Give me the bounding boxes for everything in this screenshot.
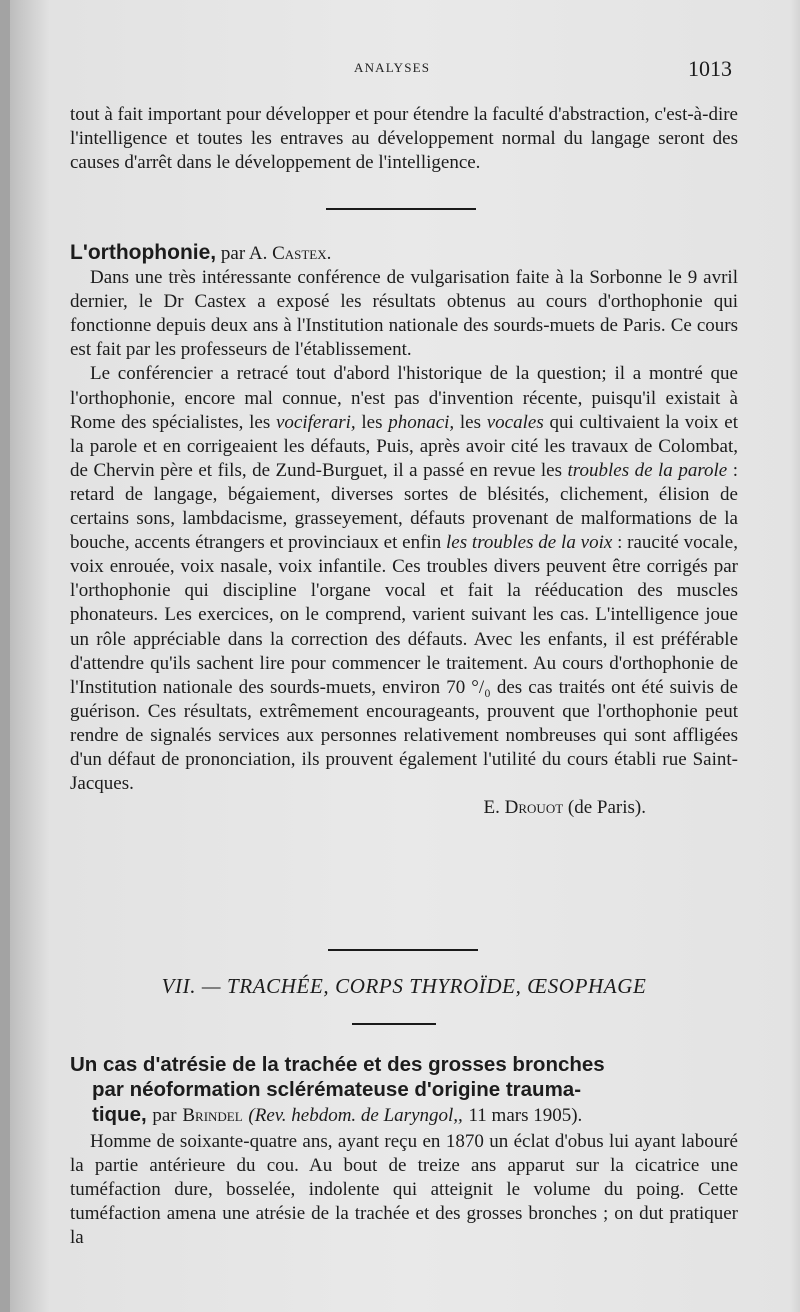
chapter-rule [352,1023,436,1025]
article2-title-line-1: Un cas d'atrésie de la trachée et des grosses bronches [70,1053,605,1076]
italic-term: phonaci, [388,411,455,433]
text-run: : raucité vocale, voix enrouée, voix nasale, voix infantile. Ces troubles divers peuvent être corrigés par l'orthophonie qui discipline l'organe vocal et fait la rééducation des muscles phonateurs. Les exercices, on le comprend, varient suivant les cas. L'intelligence joue un rôle appréciable dans la correction des défauts. Avec les enfants, il est préférable d'attendre qu'ils sachent lire pour commencer le traitement. Au cours d'orthophonie de l'Institution nationale des sourds-muets, environ 70 °/₀ des cas traités ont été suivis de guérison. Ces résultats, extrêmement encourageants, prouvent que l'orthophonie peut rendre de signalés services aux personnes relativement nombreuses qui sont affligées d'un défaut de prononciation, ils prouvent également l'utilité du cours établi rue Saint-Jacques. [70,532,738,795]
article2-paragraph: Homme de soixante-quatre ans, ayant reçu en 1870 un éclat d'obus lui ayant labouré la partie antérieure du cou. Au bout de treize ans apparut sur la cicatrice une tuméfaction dure, bosselée, indolente qui atteignit le volume du poing. Cette tuméfaction amena une atrésie de la trachée et des grosses bronches ; on dut pratiquer la [70,1131,738,1249]
article2-title-end: tique, [92,1103,147,1126]
article-heading [70,241,738,266]
signature-place: (de Paris). [567,797,646,819]
article2-heading [70,1052,738,1128]
continued-paragraph-block [70,103,738,175]
text-run: Le conférencier a retracé tout d'abord l'historique de la question; il a montré que l'orthophonie, encore mal connue, n'est pas d'invention récente, puisqu'il existait à Rome des spécialistes, les [70,363,738,433]
text-run: qui cultivaient la voix et la parole et en corrigeaient les défauts, Puis, après avoir cité les travaux de Colombat, de Chervin père et fils, de Zund-Burguet, il a passé en revue les [70,411,738,481]
article-title: L'orthophonie, [70,241,217,264]
text-run: les [355,411,389,433]
article-author: Castex. [272,243,332,264]
signature-initial: E. [483,797,500,819]
running-head [10,56,800,86]
article-atresie [70,1052,738,1250]
italic-term: troubles de la parole [567,459,728,481]
continued-paragraph: tout à fait important pour développer et pour étendre la faculté d'abstraction, c'est-à-dire l'intelligence et toutes les entraves au développement normal du langage seront des causes d'arrêt dans le développement de l'intelligence. [70,104,738,174]
article2-author: Brindel [182,1105,243,1126]
article2-date: 11 mars 1905). [468,1105,583,1126]
italic-term: vociferari, [275,411,356,433]
chapter-heading: VII. — TRACHÉE, CORPS THYROÏDE, ŒSOPHAGE [161,974,647,998]
book-page [10,0,800,1312]
article-by: par A. [220,243,268,264]
article2-by: par [152,1105,177,1126]
article-orthophonie [70,241,738,820]
page-number: 1013 [688,56,732,81]
italic-term: vocales [486,411,544,433]
article2-source: (Rev. hebdom. de Laryngol,, [248,1105,463,1126]
text-run: les [454,411,487,433]
article2-title-line-2: par néoformation sclérémateuse d'origine trauma- [92,1078,582,1101]
text-run: : retard de langage, bégaiement, diverses sortes de blésités, clichement, élision de certains sons, lambdacisme, grasseyement, défauts provenant de malformations de la bouche, accents étrangers et provinciaux et enfin [70,459,739,554]
article-paragraph-1: Dans une très intéressante conférence de vulgarisation faite à la Sorbonne le 9 avril dernier, le Dr Castex a exposé les résultats obtenus au cours d'orthophonie qui fonctionne depuis deux ans à l'Institution nationale des sourds-muets de Paris. Ce cours est fait par les professeurs de l'établissement. [70,267,738,361]
article-paragraph-2 [70,362,738,796]
running-head-title: ANALYSES [354,60,431,75]
signature [70,796,738,820]
article2-title-line-3 [70,1102,738,1128]
signature-name: Drouot [504,797,564,819]
italic-term: les troubles de la voix [446,532,613,554]
section-rule [326,208,476,210]
section-rule [328,949,478,951]
